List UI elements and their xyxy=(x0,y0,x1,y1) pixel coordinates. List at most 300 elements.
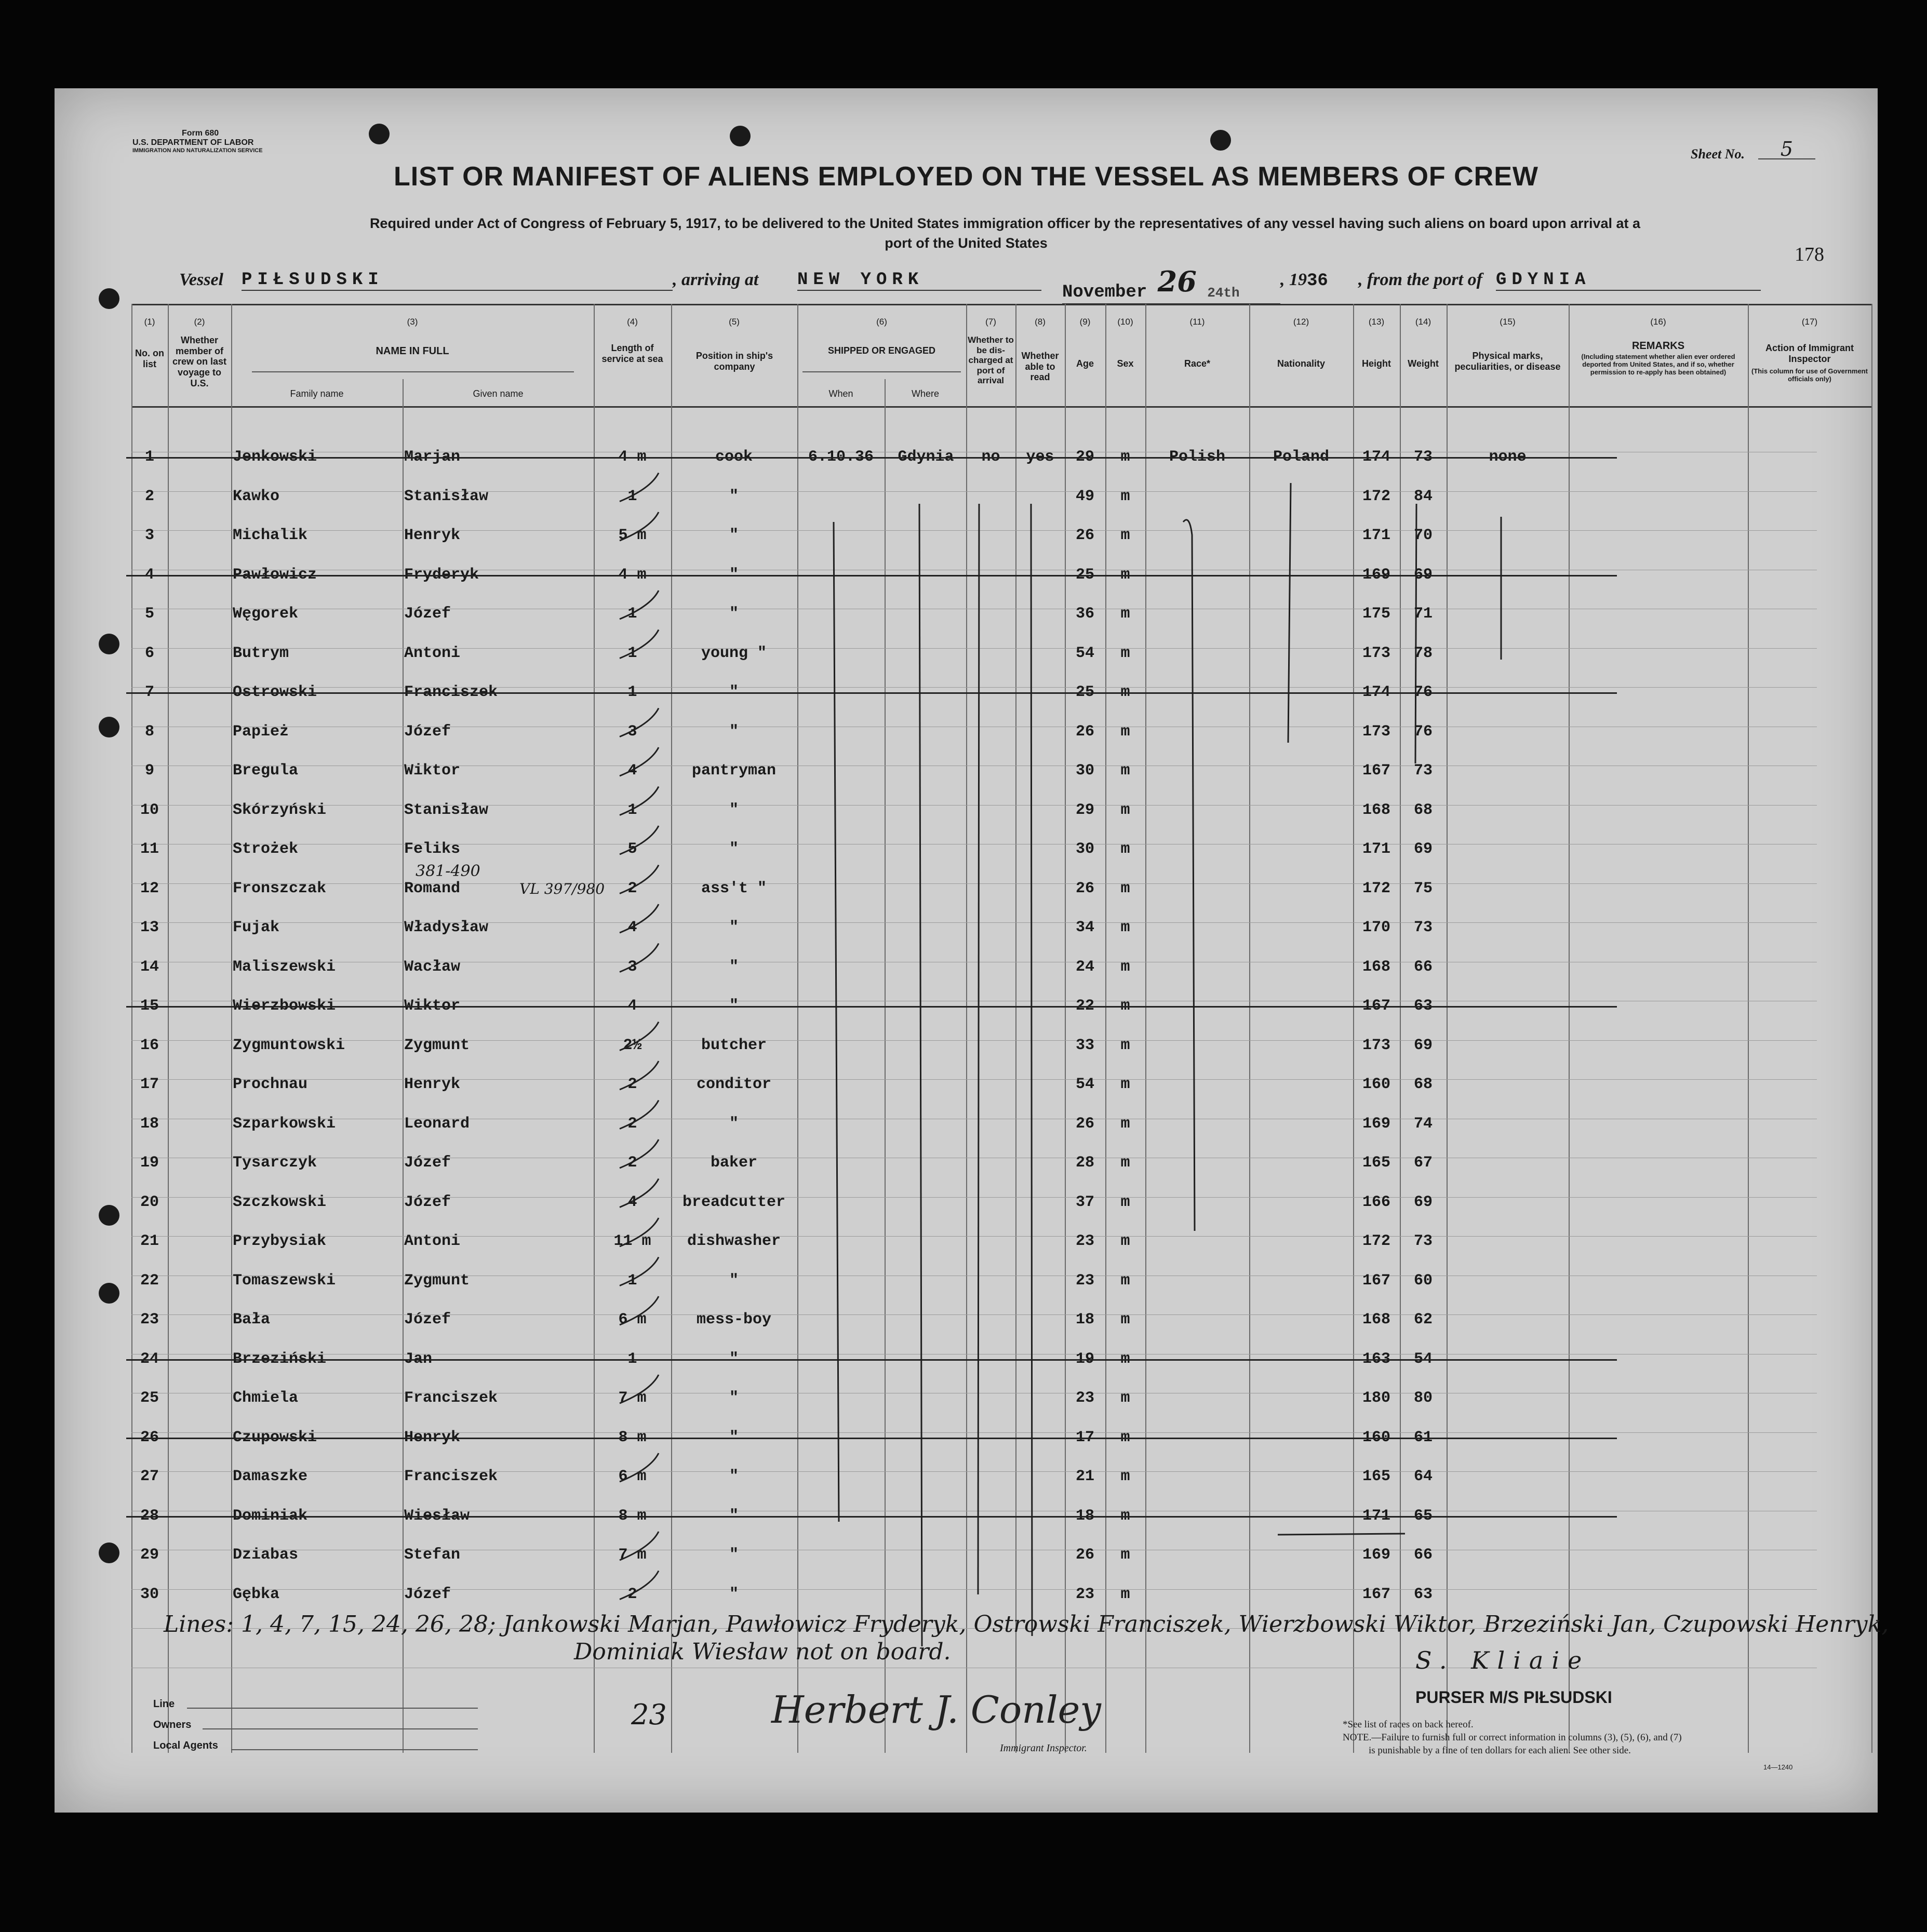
cell-no: 29 xyxy=(140,1546,159,1564)
cell-position: mess-boy xyxy=(696,1311,772,1329)
col-header-family: Family name xyxy=(290,388,344,399)
cell-no: 7 xyxy=(144,683,154,701)
cell-height: 167 xyxy=(1362,1271,1390,1290)
cell-sex: m xyxy=(1120,605,1130,623)
cell-position: " xyxy=(729,566,739,584)
cell-given: Jan xyxy=(404,1350,433,1368)
cell-service: 4 xyxy=(627,997,637,1015)
cell-age: 18 xyxy=(1075,1507,1094,1525)
cell-age: 23 xyxy=(1075,1271,1094,1290)
cell-age: 26 xyxy=(1075,527,1094,544)
cell-no: 6 xyxy=(144,644,154,662)
col-number: (8) xyxy=(1035,317,1046,327)
tick-mark xyxy=(620,1532,659,1560)
cell-height: 173 xyxy=(1362,1036,1390,1054)
cell-no: 16 xyxy=(140,1036,159,1054)
cell-age: 26 xyxy=(1075,1115,1094,1133)
cell-position: " xyxy=(729,527,739,544)
cell-position: " xyxy=(729,801,739,819)
cell-weight: 73 xyxy=(1413,1232,1433,1250)
inspector-signature: Herbert J. Conley xyxy=(771,1688,1101,1732)
cell-given: Antoni xyxy=(404,1232,461,1250)
cell-given: Józef xyxy=(404,722,451,741)
cell-family: Fujak xyxy=(233,919,280,936)
cell-age: 17 xyxy=(1075,1428,1094,1446)
col-header-service: Length of service at sea xyxy=(601,343,663,364)
tick-mark xyxy=(620,865,659,894)
cell-position: dishwasher xyxy=(687,1232,781,1250)
cell-service: 2 xyxy=(627,879,637,897)
cell-sex: m xyxy=(1120,1271,1130,1290)
cell-position: " xyxy=(729,840,739,858)
tick-mark xyxy=(620,591,659,619)
cell-no: 19 xyxy=(140,1154,159,1172)
cell-sex: m xyxy=(1120,879,1130,897)
cell-weight: 60 xyxy=(1413,1271,1433,1290)
cell-sex: m xyxy=(1120,1036,1130,1054)
page-stamp: 178 xyxy=(1795,244,1824,265)
not-on-board-note: Lines: 1, 4, 7, 15, 24, 26, 28; Jankowski Marjan, Pawłowicz Fryderyk, Ostrowski Franciszek, Wierzbowski Wiktor, Brzeziński Jan, Czupowski Henryk, xyxy=(164,1611,1889,1638)
cell-service: 3 xyxy=(627,958,637,976)
cell-height: 172 xyxy=(1362,1232,1390,1250)
department-name: U.S. DEPARTMENT OF LABOR xyxy=(132,138,254,147)
cell-height: 167 xyxy=(1362,762,1390,780)
cell-age: 23 xyxy=(1075,1585,1094,1603)
cell-weight: 68 xyxy=(1413,801,1433,819)
cell-no: 26 xyxy=(140,1428,159,1446)
manifest-sheet xyxy=(55,88,1889,1813)
tick-mark xyxy=(620,944,659,972)
cell-no: 18 xyxy=(140,1115,159,1133)
tick-mark xyxy=(620,1061,659,1090)
col-number: (3) xyxy=(407,317,418,327)
cell-family: Damaszke xyxy=(233,1468,308,1485)
cell-marks: none xyxy=(1489,448,1527,466)
cell-family: Brzeziński xyxy=(233,1350,327,1368)
cell-service: 2 xyxy=(627,1115,637,1133)
cell-position: pantryman xyxy=(691,762,777,780)
cell-height: 170 xyxy=(1362,919,1390,936)
cell-height: 168 xyxy=(1362,1311,1390,1329)
cell-weight: 69 xyxy=(1413,840,1433,858)
cell-weight: 70 xyxy=(1413,527,1433,544)
cell-sex: m xyxy=(1120,1350,1130,1368)
cell-height: 167 xyxy=(1362,997,1390,1015)
agents-label: Local Agents xyxy=(153,1740,218,1751)
cell-position: " xyxy=(729,1271,739,1290)
page-title: LIST OR MANIFEST OF ALIENS EMPLOYED ON THE VESSEL AS MEMBERS OF CREW xyxy=(394,162,1538,192)
cell-sex: m xyxy=(1120,1232,1130,1250)
cell-height: 168 xyxy=(1362,958,1390,976)
cell-weight: 66 xyxy=(1413,958,1433,976)
cell-no: 12 xyxy=(140,879,159,897)
col-number: (17) xyxy=(1801,317,1818,327)
cell-weight: 76 xyxy=(1413,722,1433,741)
tick-mark xyxy=(620,904,659,933)
cell-given: Stanisław xyxy=(404,487,489,505)
cell-height: 169 xyxy=(1362,1546,1390,1564)
cell-no: 24 xyxy=(140,1350,159,1368)
cell-service: 1 xyxy=(627,1350,637,1368)
cell-family: Jenkowski xyxy=(233,448,317,466)
cell-weight: 74 xyxy=(1413,1115,1433,1133)
cell-weight: 68 xyxy=(1413,1076,1433,1093)
cell-weight: 65 xyxy=(1413,1507,1433,1525)
tick-mark xyxy=(620,1453,659,1482)
cell-given: Józef xyxy=(404,1311,451,1329)
cell-position: " xyxy=(729,1585,739,1603)
cell-discharged: no xyxy=(981,448,1000,466)
not-on-board-note-2: Dominiak Wiesław not on board. xyxy=(574,1639,951,1665)
cell-position: " xyxy=(729,722,739,741)
cell-given: Wiesław xyxy=(404,1507,470,1525)
cell-height: 160 xyxy=(1362,1076,1390,1093)
col-header-marks: Physical marks, peculiarities, or disease xyxy=(1454,351,1561,372)
cell-height: 171 xyxy=(1362,527,1390,544)
cell-position: " xyxy=(729,958,739,976)
cell-age: 33 xyxy=(1075,1036,1094,1054)
cell-height: 167 xyxy=(1362,1585,1390,1603)
arrival-port: NEW YORK xyxy=(797,270,1041,291)
tick-mark xyxy=(620,1257,659,1286)
sheet-number-value: 5 xyxy=(1780,138,1794,160)
cell-family: Tomaszewski xyxy=(233,1271,336,1290)
cell-position: young " xyxy=(701,644,767,662)
cell-given: Antoni xyxy=(404,644,461,662)
cell-sex: m xyxy=(1120,762,1130,780)
cell-service: 7 m xyxy=(618,1546,647,1564)
tick-mark xyxy=(620,630,659,659)
cell-given: Franciszek xyxy=(404,1389,498,1407)
cell-when: 6.10.36 xyxy=(808,448,874,466)
cell-given: Henryk xyxy=(404,1428,461,1446)
col-number: (7) xyxy=(985,317,996,327)
purser-stamp: PURSER M/S PIŁSUDSKI xyxy=(1415,1688,1612,1707)
cell-family: Czupowski xyxy=(233,1428,317,1446)
cell-height: 166 xyxy=(1362,1193,1390,1211)
col-number: (13) xyxy=(1368,317,1385,327)
cell-height: 169 xyxy=(1362,1115,1390,1133)
agents-field xyxy=(231,1749,478,1750)
col-header-remarks: REMARKS xyxy=(1631,340,1685,352)
cell-weight: 67 xyxy=(1413,1154,1433,1172)
cell-age: 22 xyxy=(1075,997,1094,1015)
cell-service: 4 m xyxy=(618,566,647,584)
cell-family: Gębka xyxy=(233,1585,280,1603)
cell-family: Dominiak xyxy=(233,1507,308,1525)
cell-given: Józef xyxy=(404,1154,451,1172)
cell-family: Bregula xyxy=(233,762,299,780)
cell-age: 37 xyxy=(1075,1193,1094,1211)
cell-family: Ostrowski xyxy=(233,683,317,701)
cell-position: conditor xyxy=(696,1076,772,1093)
col-number: (12) xyxy=(1293,317,1309,327)
cell-given: Henryk xyxy=(404,1076,461,1093)
cell-age: 21 xyxy=(1075,1468,1094,1485)
col-number: (2) xyxy=(194,317,205,327)
sheet-label: Sheet No. xyxy=(1691,146,1745,162)
cell-height: 172 xyxy=(1362,487,1390,505)
cell-service: 11 m xyxy=(613,1232,651,1250)
cell-given: Henryk xyxy=(404,527,461,544)
cell-sex: m xyxy=(1120,1507,1130,1525)
col-header-sex: Sex xyxy=(1117,358,1134,369)
cell-height: 173 xyxy=(1362,644,1390,662)
cell-service: 1 xyxy=(627,487,637,505)
cell-sex: m xyxy=(1120,801,1130,819)
cell-position: butcher xyxy=(701,1036,767,1054)
row12-note-code: VL 397/980 xyxy=(519,880,605,897)
col-number: (6) xyxy=(876,317,887,327)
inspector-label: Immigrant Inspector. xyxy=(1000,1742,1087,1754)
col-number: (9) xyxy=(1079,317,1091,327)
cell-age: 26 xyxy=(1075,722,1094,741)
cell-service: 3 xyxy=(627,722,637,741)
cell-height: 171 xyxy=(1362,1507,1390,1525)
cell-no: 9 xyxy=(144,762,154,780)
col-number: (5) xyxy=(729,317,740,327)
cell-service: 4 xyxy=(627,762,637,780)
cell-weight: 76 xyxy=(1413,683,1433,701)
cell-no: 4 xyxy=(144,566,154,584)
tick-mark xyxy=(620,1179,659,1208)
cell-service: 2½ xyxy=(623,1036,642,1054)
cell-given: Fryderyk xyxy=(404,566,479,584)
cell-height: 168 xyxy=(1362,801,1390,819)
cell-weight: 84 xyxy=(1413,487,1433,505)
alien-count: 23 xyxy=(631,1698,667,1731)
tick-mark xyxy=(620,747,659,776)
tick-mark xyxy=(620,1139,659,1168)
cell-weight: 62 xyxy=(1413,1311,1433,1329)
cell-given: Zygmunt xyxy=(404,1271,470,1290)
subtitle: Required under Act of Congress of February 5, 1917, to be delivered to the United States immigration officer by the representatives of any vessel having such aliens on board upon arrival at a xyxy=(369,216,1641,231)
service-name: IMMIGRATION AND NATURALIZATION SERVICE xyxy=(132,147,263,154)
purser-signature: S. Kliaie xyxy=(1415,1646,1590,1674)
cell-position: ass't " xyxy=(701,879,767,897)
cell-sex: m xyxy=(1120,997,1130,1015)
cell-position: " xyxy=(729,487,739,505)
penalty-note-2: is punishable by a fine of ten dollars for each alien. See other side. xyxy=(1369,1745,1631,1756)
arrival-day-typed: 24th xyxy=(1207,285,1240,301)
cell-family: Chmiela xyxy=(233,1389,299,1407)
cell-no: 28 xyxy=(140,1507,159,1525)
cell-sex: m xyxy=(1120,1389,1130,1407)
cell-sex: m xyxy=(1120,448,1130,466)
arriving-label: , arriving at xyxy=(673,270,759,289)
cell-family: Fronszczak xyxy=(233,879,327,897)
cell-weight: 63 xyxy=(1413,997,1433,1015)
cell-service: 4 m xyxy=(618,448,647,466)
cell-service: 8 m xyxy=(618,1507,647,1525)
cell-no: 23 xyxy=(140,1311,159,1329)
cell-height: 165 xyxy=(1362,1154,1390,1172)
cell-given: Franciszek xyxy=(404,1468,498,1485)
cell-service: 4 xyxy=(627,1193,637,1211)
cell-height: 174 xyxy=(1362,448,1390,466)
cell-no: 11 xyxy=(140,840,159,858)
col-number: (14) xyxy=(1415,317,1431,327)
cell-service: 2 xyxy=(627,1585,637,1603)
cell-family: Dziabas xyxy=(233,1546,299,1564)
cell-height: 174 xyxy=(1362,683,1390,701)
cell-height: 172 xyxy=(1362,879,1390,897)
cell-position: " xyxy=(729,1428,739,1446)
cell-service: 2 xyxy=(627,1076,637,1093)
cell-age: 54 xyxy=(1075,644,1094,662)
tick-mark xyxy=(620,1375,659,1403)
cell-service: 2 xyxy=(627,1154,637,1172)
col-header-when: When xyxy=(828,388,853,399)
cell-sex: m xyxy=(1120,919,1130,936)
cell-service: 7 m xyxy=(618,1389,647,1407)
cell-no: 2 xyxy=(144,487,154,505)
cell-age: 18 xyxy=(1075,1311,1094,1329)
cell-service: 5 xyxy=(627,840,637,858)
cell-weight: 63 xyxy=(1413,1585,1433,1603)
cell-weight: 71 xyxy=(1413,605,1433,623)
col-number: (16) xyxy=(1650,317,1666,327)
cell-no: 13 xyxy=(140,919,159,936)
cell-sex: m xyxy=(1120,1154,1130,1172)
cell-given: Stefan xyxy=(404,1546,461,1564)
cell-sex: m xyxy=(1120,958,1130,976)
cell-service: 8 m xyxy=(618,1428,647,1446)
cell-service: 1 xyxy=(627,683,637,701)
cell-position: " xyxy=(729,1389,739,1407)
cell-weight: 61 xyxy=(1413,1428,1433,1446)
cell-weight: 64 xyxy=(1413,1468,1433,1485)
cell-family: Przybysiak xyxy=(233,1232,327,1250)
cell-family: Strożek xyxy=(233,840,299,858)
cell-given: Wiktor xyxy=(404,762,461,780)
cell-given: Zygmunt xyxy=(404,1036,470,1054)
line-field xyxy=(187,1708,478,1709)
cell-read: yes xyxy=(1026,448,1054,466)
cell-age: 29 xyxy=(1075,801,1094,819)
col-header-position: Position in ship's company xyxy=(695,351,773,372)
col-number: (10) xyxy=(1117,317,1133,327)
cell-position: " xyxy=(729,1350,739,1368)
cell-age: 25 xyxy=(1075,683,1094,701)
cell-service: 1 xyxy=(627,1271,637,1290)
col-header-name: NAME IN FULL xyxy=(376,345,449,357)
departure-port: GDYNIA xyxy=(1496,270,1761,291)
col-header-weight: Weight xyxy=(1408,358,1439,369)
cell-weight: 69 xyxy=(1413,1036,1433,1054)
col-header-discharged: Whether to be dis-charged at port of arrival xyxy=(968,335,1014,386)
cell-sex: m xyxy=(1120,1546,1130,1564)
cell-given: Józef xyxy=(404,605,451,623)
cell-sex: m xyxy=(1120,683,1130,701)
cell-race: Polish xyxy=(1169,448,1226,466)
tick-mark xyxy=(620,1022,659,1051)
cell-family: Butrym xyxy=(233,644,289,662)
cell-sex: m xyxy=(1120,840,1130,858)
cell-family: Szczkowski xyxy=(233,1193,327,1211)
cell-age: 24 xyxy=(1075,958,1094,976)
cell-given: Wacław xyxy=(404,958,461,976)
cell-given: Franciszek xyxy=(404,683,498,701)
cell-no: 17 xyxy=(140,1076,159,1093)
cell-given: Stanisław xyxy=(404,801,489,819)
cell-no: 8 xyxy=(144,722,154,741)
arrival-month: November xyxy=(1062,283,1147,302)
tick-mark xyxy=(620,473,659,502)
col-number: (15) xyxy=(1500,317,1516,327)
cell-weight: 73 xyxy=(1413,448,1433,466)
col-header-height: Height xyxy=(1362,358,1391,369)
cell-age: 19 xyxy=(1075,1350,1094,1368)
cell-service: 6 m xyxy=(618,1468,647,1485)
cell-weight: 54 xyxy=(1413,1350,1433,1368)
col-header-remarks-note: (Including statement whether alien ever ordered deported from United States, and if so, whether permission to re-apply has been obtained) xyxy=(1581,353,1735,376)
cell-sex: m xyxy=(1120,644,1130,662)
owners-field xyxy=(203,1728,478,1729)
tick-mark xyxy=(620,708,659,737)
col-header-race: Race* xyxy=(1184,358,1211,369)
col-header-no: No. on list xyxy=(135,348,164,369)
cell-position: " xyxy=(729,605,739,623)
cell-given: Józef xyxy=(404,1193,451,1211)
col-header-age: Age xyxy=(1076,358,1094,369)
cell-given: Wiktor xyxy=(404,997,461,1015)
cell-position: " xyxy=(729,1115,739,1133)
col-header-where: Where xyxy=(911,388,939,399)
year-prefix: , 19 xyxy=(1280,270,1307,289)
cell-service: 1 xyxy=(627,605,637,623)
pen-marks xyxy=(55,88,1878,1813)
cell-height: 169 xyxy=(1362,566,1390,584)
cell-weight: 69 xyxy=(1413,1193,1433,1211)
cell-family: Szparkowski xyxy=(233,1115,336,1133)
col-number: (11) xyxy=(1189,317,1205,327)
cell-height: 180 xyxy=(1362,1389,1390,1407)
cell-position: baker xyxy=(710,1154,757,1172)
tick-mark xyxy=(620,1296,659,1325)
cell-height: 175 xyxy=(1362,605,1390,623)
col-header-shipped: SHIPPED OR ENGAGED xyxy=(827,345,936,356)
cell-service: 5 m xyxy=(618,527,647,544)
cell-age: 25 xyxy=(1075,566,1094,584)
cell-given: Marjan xyxy=(404,448,461,466)
vessel-label: Vessel xyxy=(179,270,223,289)
cell-service: 1 xyxy=(627,644,637,662)
cell-family: Pawłowicz xyxy=(233,566,317,584)
cell-age: 23 xyxy=(1075,1232,1094,1250)
cell-age: 30 xyxy=(1075,840,1094,858)
cell-age: 26 xyxy=(1075,1546,1094,1564)
cell-age: 54 xyxy=(1075,1076,1094,1093)
cell-family: Prochnau xyxy=(233,1076,308,1093)
cell-family: Bała xyxy=(233,1311,271,1329)
cell-family: Papież xyxy=(233,722,289,741)
printer-mark: 14—1240 xyxy=(1763,1763,1793,1771)
cell-weight: 73 xyxy=(1413,762,1433,780)
from-label: , from the port of xyxy=(1358,270,1482,289)
races-note: *See list of races on back hereof. xyxy=(1343,1719,1474,1730)
penalty-note: NOTE.—Failure to furnish full or correct information in columns (3), (5), (6), and (7) xyxy=(1343,1732,1682,1743)
cell-position: breadcutter xyxy=(682,1193,786,1211)
tick-mark xyxy=(620,826,659,854)
cell-sex: m xyxy=(1120,1193,1130,1211)
cell-sex: m xyxy=(1120,1468,1130,1485)
col-header-action-note: (This column for use of Government officials only) xyxy=(1751,367,1868,383)
cell-height: 160 xyxy=(1362,1428,1390,1446)
cell-family: Michalik xyxy=(233,527,308,544)
cell-where: Gdynia xyxy=(898,448,954,466)
cell-sex: m xyxy=(1120,527,1130,544)
